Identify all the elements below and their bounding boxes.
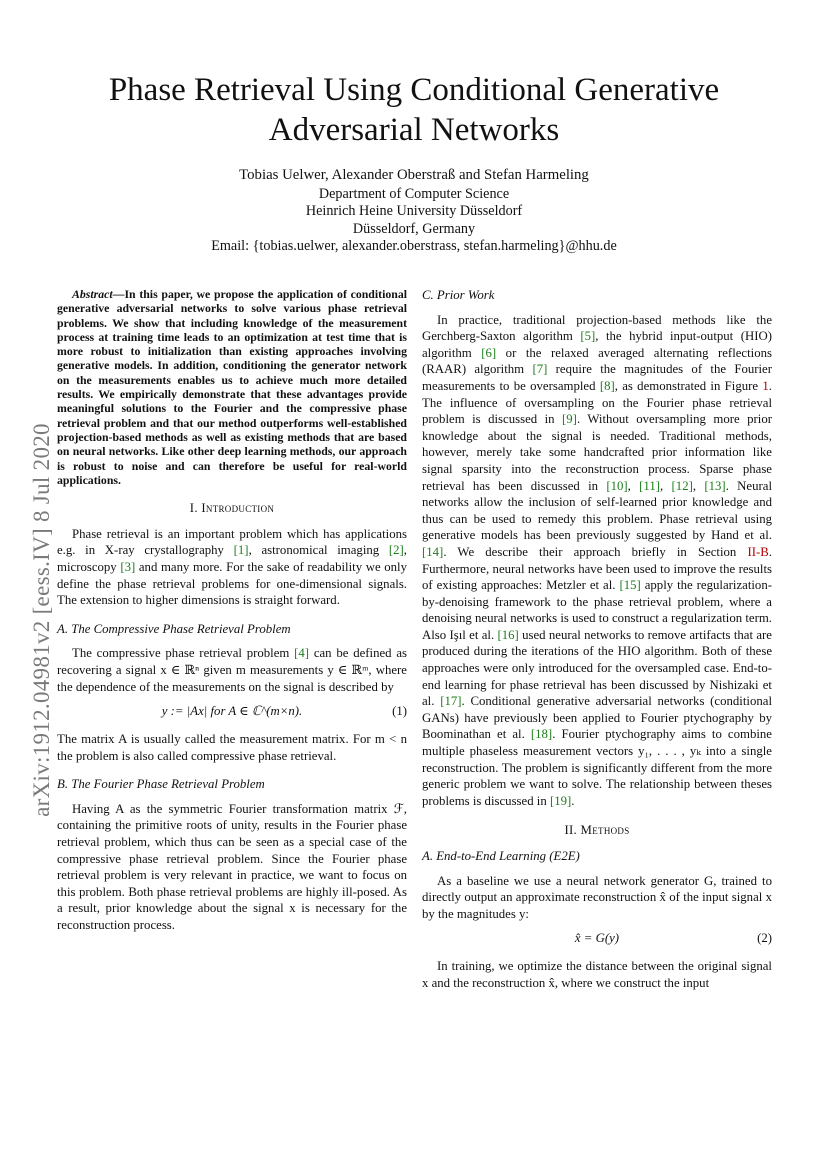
citation-link[interactable]: [13] — [704, 478, 726, 493]
citation-link[interactable]: [3] — [120, 559, 136, 574]
citation-link[interactable]: [5] — [580, 329, 596, 344]
subsection-heading-e2e: A. End-to-End Learning (E2E) — [422, 849, 580, 863]
citation-link[interactable]: [18] — [530, 727, 553, 742]
citation-link[interactable]: [10] — [606, 478, 628, 493]
equation-2-number: (2) — [757, 931, 772, 946]
university: Heinrich Heine University Düsseldorf — [305, 203, 523, 220]
equation-2 — [422, 930, 772, 950]
figure-ref-link[interactable]: 1 — [762, 378, 769, 393]
title-line-1: Phase Retrieval Using Conditional Generative — [108, 72, 720, 108]
citation-link[interactable]: [1] — [233, 543, 249, 558]
citation-link[interactable]: [4] — [294, 646, 310, 661]
training-paragraph: In training, we optimize the distance between the original signal x and the reconstruction x̂, where we construct the input — [422, 959, 772, 990]
citation-link[interactable]: [9] — [562, 412, 577, 427]
abstract — [57, 287, 407, 487]
citation-link[interactable]: [12] — [671, 478, 693, 493]
prior-work-paragraph: In practice, traditional projection-based methods like the Gerchberg-Saxton algorithm [5], the hybrid input-output (HIO) algorithm [6] or the relaxed averaged alternating reflections (RAAR) algorithm [7] require the magnitudes of the Fourier measurements to be oversampled [8], as demonstrated in Figure 1. The influence of oversampling on the Fourier phase retrieval problem is discussed in [9]. Without oversampling more prior knowledge about the signal is needed. Traditional methods, however, merely take some handcrafted prior information like signal sparsity into the reconstruction process. Sparse phase retrieval has been discussed in [10], [11], [12], [13]. Neural networks allow the inclusion of self-learned prior knowledge and thus can be used to remedy this problem. Phase retrieval using generative models has been previously suggested by Hand et al. [14]. We describe their approach briefly in Section II-B. Furthermore, neural networks have been used to improve the results of existing approaches: Metzler et al. [15] apply the regularization-by-denoising framework to the phase retrieval problem, where a denoising neural networks is used to construct a regularization term. Also Işıl et al. [16] used neural networks to remove artifacts that are produced during the iterations of the HIO algorithm. Both of these approaches were only introduced for the oversampled case. End-to-end learning for phase retrieval has been discussed by Nishizaki et al. [17]. Conditional generative adversarial networks (conditional GANs) have previously been applied to Fourier ptychography by Boominathan et al. [18]. Fourier ptychography aims to combine multiple phaseless measurement vectors y₁, . . . , yₖ into a single reconstruction. The problem is significantly different from the more generic problem we want to solve. The relationship between theses problems is discussed in [19]. — [422, 312, 773, 808]
citation-link[interactable]: [16] — [497, 627, 519, 642]
abstract-lead: Abstract — [72, 287, 113, 301]
citation-link[interactable]: [7] — [532, 362, 548, 377]
section-heading-introduction: I. Introduction — [189, 501, 275, 516]
citation-link[interactable]: [6] — [481, 345, 497, 360]
e2e-paragraph: As a baseline we use a neural network generator G, trained to directly output an approximate reconstruction x̂ of the input signal x by the magnitudes y: — [422, 873, 772, 921]
equation-2-body: x̂ = G(y) — [574, 931, 620, 946]
right-column — [422, 287, 772, 992]
subsection-heading-fourier: B. The Fourier Phase Retrieval Problem — [57, 777, 265, 792]
abstract-text: —In this paper, we propose the application of conditional generative adversarial networks to solve various phase retrieval problems. We show that including knowledge of the measurement process at training time leads to an optimization at test time that is more robust to initialization than existing approaches involving generative models. In addition, conditioning the generator network on the measurements enables us to achieve much more detailed results. We empirically demonstrate that these advantages provide meaningful solutions to the Fourier and the compressive phase retrieval problem and that our method outperforms well-established projection-based methods as well as existing methods that are based on neural networks. Like other deep learning methods, our approach is robust to noise and can therefore be useful for real-world applications. — [57, 287, 407, 487]
section-ref-link[interactable]: II-B — [747, 544, 769, 559]
left-column — [57, 287, 407, 934]
fourier-paragraph: Having A as the symmetric Fourier transformation matrix ℱ, containing the primitive roots of unity, results in the Fourier phase retrieval problem, which thus can be seen as a special case of the compressive phase retrieval problem. Since the Fourier phase retrieval problem is very relevant in practice, we want to focus on this problem. Both phase retrieval problems are highly ill-posed. As a result, prior knowledge about the signal x is necessary for the reconstruction process. — [57, 801, 407, 933]
title-line-2: Adversarial Networks — [268, 112, 560, 148]
intro-paragraph: Phase retrieval is an important problem which has applications e.g. in X-ray crystallography [1], astronomical imaging [2], microscopy [3] and many more. For the sake of readability we only define the phase retrieval problems for one-dimensional signals. The extension to higher dimensions is straight forward. — [57, 526, 408, 608]
citation-link[interactable]: [11] — [639, 478, 661, 493]
measurement-matrix-paragraph: The matrix A is usually called the measurement matrix. For m < n the problem is also called compressive phase retrieval. — [57, 732, 407, 763]
equation-1-number: (1) — [392, 704, 407, 719]
compressive-paragraph: The compressive phase retrieval problem [4] can be defined as recovering a signal x ∈ ℝⁿ given m measurements y ∈ ℝᵐ, where the dependence of the measurements on the signal is described by — [57, 646, 407, 694]
arxiv-identifier[interactable]: arXiv:1912.04981v2 [eess.IV] 8 Jul 2020 — [29, 423, 54, 817]
citation-link[interactable]: [15] — [619, 578, 641, 593]
author-names: Tobias Uelwer, Alexander Oberstraß and Stefan Harmeling — [239, 167, 589, 183]
citation-link[interactable]: [8] — [599, 378, 615, 393]
subsection-heading-compressive: A. The Compressive Phase Retrieval Problem — [57, 621, 291, 636]
equation-1-body: y := |Ax| for A ∈ ℂ^(m×n). — [161, 704, 303, 719]
location: Düsseldorf, Germany — [352, 220, 476, 237]
citation-link[interactable]: [19] — [549, 793, 572, 808]
email-line[interactable]: Email: {tobias.uelwer, alexander.oberstrass, stefan.harmeling}@hhu.de — [211, 238, 617, 255]
citation-link[interactable]: [17] — [440, 694, 462, 709]
citation-link[interactable]: [2] — [388, 543, 404, 558]
author-block — [60, 167, 768, 256]
citation-link[interactable]: [14] — [422, 544, 444, 559]
paper-title — [60, 70, 768, 150]
subsection-heading-prior-work: C. Prior Work — [422, 288, 495, 302]
section-heading-methods: II. Methods — [564, 823, 630, 838]
department: Department of Computer Science — [318, 185, 510, 202]
equation-1 — [57, 703, 407, 723]
arxiv-sidebar — [27, 380, 57, 860]
